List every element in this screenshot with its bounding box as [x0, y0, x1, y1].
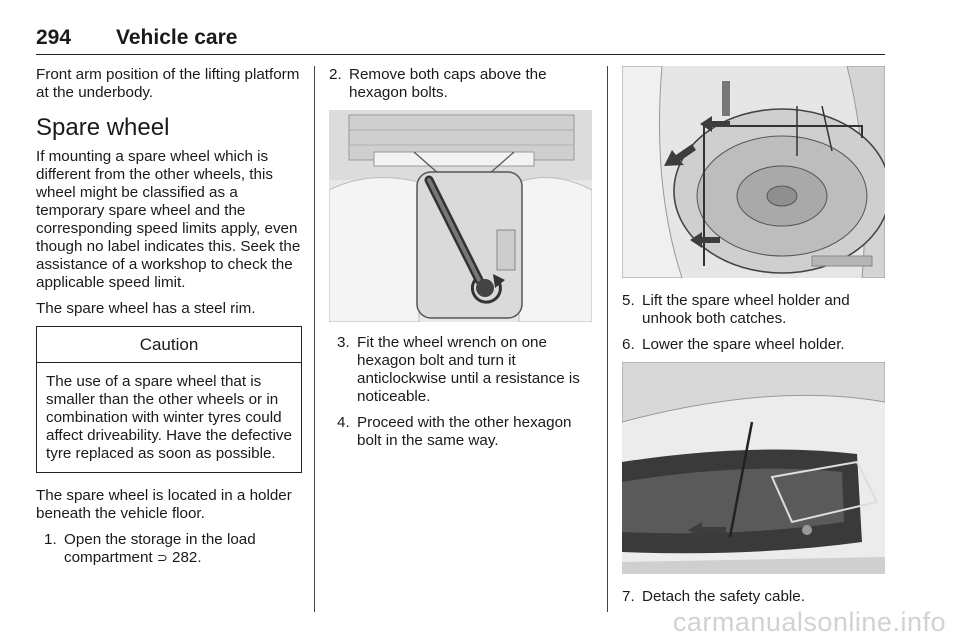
caution-title: Caution [37, 327, 301, 363]
intro-text: Front arm position of the lifting platform at the underbody. [36, 66, 300, 101]
step-6 [622, 336, 886, 354]
page-number: 294 [36, 26, 72, 49]
step-text: Lower the spare wheel holder. [642, 336, 845, 353]
step-number: 5. [622, 292, 635, 309]
page-reference-link[interactable]: 282. [167, 549, 202, 566]
step-text: Open the storage in the load compartment [64, 531, 256, 566]
caution-text: The use of a spare wheel that is smaller than the other wheels or in combination with winter tyres could affect driveability. Have the defective tyre replaced as soon as possible. [46, 373, 292, 462]
step-7 [622, 588, 886, 606]
page-header [36, 26, 885, 55]
step-text: Lift the spare wheel holder and unhook both catches. [642, 292, 850, 327]
step-text: Detach the safety cable. [642, 588, 805, 605]
column-divider [607, 66, 608, 612]
page-reference-icon: ⊃ [156, 550, 168, 565]
step-text: Fit the wheel wrench on one hexagon bolt and turn it anticlockwise until a resistance is noticeable. [357, 334, 580, 405]
figure-lower-holder [622, 362, 885, 574]
paragraph: The spare wheel is located in a holder beneath the vehicle floor. [36, 487, 292, 522]
step-number: 4. [337, 414, 350, 431]
spare-wheel-heading: Spare wheel [36, 114, 170, 141]
column-middle [329, 66, 594, 458]
column-right [622, 66, 886, 614]
step-1 [36, 531, 302, 567]
step-number: 6. [622, 336, 635, 353]
step-5 [622, 292, 886, 328]
step-text: Remove both caps above the hexagon bolts. [349, 66, 547, 101]
step-2 [329, 66, 594, 102]
section-title: Vehicle care [116, 26, 238, 49]
caution-box [36, 326, 302, 473]
step-number: 7. [622, 588, 635, 605]
paragraph: The spare wheel has a steel rim. [36, 300, 256, 317]
column-left [36, 66, 302, 575]
figure-spare-wheel-holder [622, 66, 885, 278]
figure-remove-caps [329, 110, 592, 322]
step-number: 1. [44, 531, 57, 548]
paragraph: If mounting a spare wheel which is different from the other wheels, this wheel might be classified as a temporary spare wheel and the corresponding speed limits apply, even though no label indicates this. Seek the assistance of a workshop to check the applicable speed limit. [36, 148, 301, 291]
column-divider [314, 66, 315, 612]
step-4 [329, 414, 594, 450]
step-number: 2. [329, 66, 342, 83]
step-text: Proceed with the other hexagon bolt in the same way. [357, 414, 572, 449]
watermark: carmanualsonline.info [672, 607, 946, 637]
step-3 [329, 334, 594, 406]
step-number: 3. [337, 334, 350, 351]
